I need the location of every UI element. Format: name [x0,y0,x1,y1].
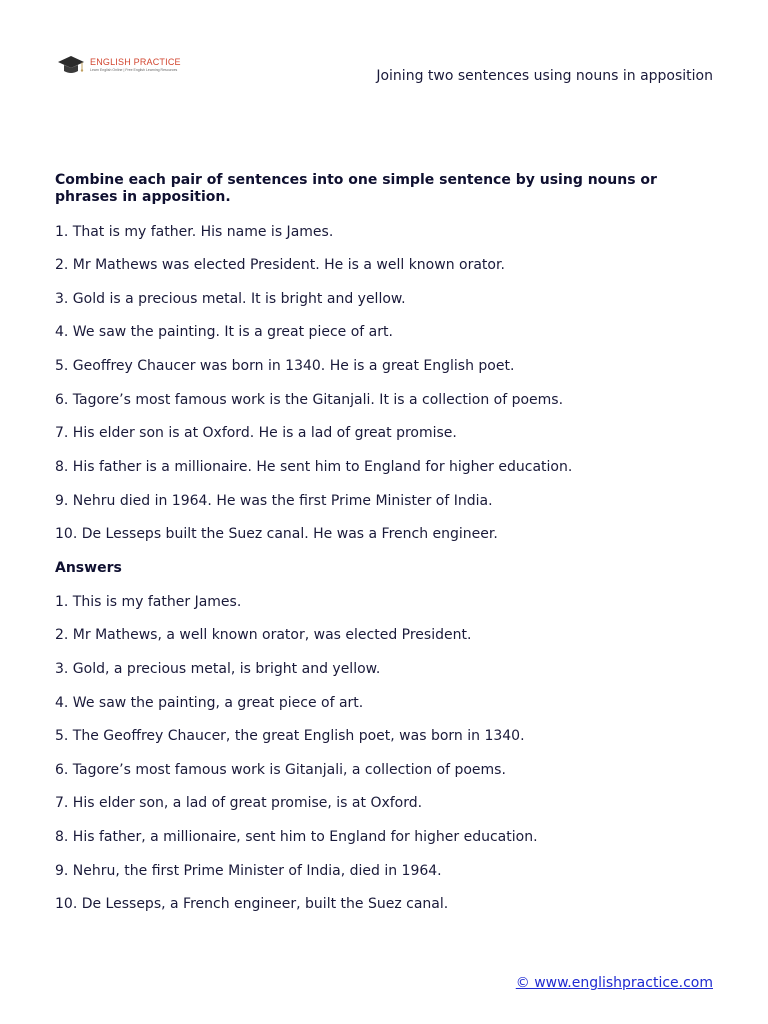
page-header-title: Joining two sentences using nouns in apposition [376,68,713,84]
answer-item: 2. Mr Mathews, a well known orator, was elected President. [55,627,472,643]
question-item: 9. Nehru died in 1964. He was the first Prime Minister of India. [55,493,493,509]
question-item: 2. Mr Mathews was elected President. He is a well known orator. [55,257,505,273]
logo-brand: ENGLISH PRACTICE [90,56,181,67]
question-item: 5. Geoffrey Chaucer was born in 1340. He is a great English poet. [55,358,515,374]
instructions: Combine each pair of sentences into one simple sentence by using nouns or phrases in apposition. [55,172,657,205]
answer-item: 3. Gold, a precious metal, is bright and yellow. [55,661,381,677]
question-item: 7. His elder son is at Oxford. He is a lad of great promise. [55,425,457,441]
question-item: 1. That is my father. His name is James. [55,224,334,240]
question-item: 4. We saw the painting. It is a great piece of art. [55,324,393,340]
question-item: 3. Gold is a precious metal. It is bright and yellow. [55,291,406,307]
question-item: 10. De Lesseps built the Suez canal. He was a French engineer. [55,526,498,542]
answer-item: 7. His elder son, a lad of great promise, is at Oxford. [55,795,423,811]
answer-item: 10. De Lesseps, a French engineer, built the Suez canal. [55,896,449,912]
question-item: 6. Tagore’s most famous work is the Gitanjali. It is a collection of poems. [55,392,564,408]
answer-item: 4. We saw the painting, a great piece of art. [55,695,364,711]
graduation-cap-icon [56,53,86,77]
footer-website-link[interactable]: © www.englishpractice.com [515,975,713,991]
question-item: 8. His father is a millionaire. He sent him to England for higher education. [55,459,573,475]
answer-item: 1. This is my father James. [55,594,242,610]
answer-item: 6. Tagore’s most famous work is Gitanjali, a collection of poems. [55,762,506,778]
answer-item: 8. His father, a millionaire, sent him to England for higher education. [55,829,538,845]
answer-item: 5. The Geoffrey Chaucer, the great English poet, was born in 1340. [55,728,525,744]
answer-item: 9. Nehru, the first Prime Minister of India, died in 1964. [55,863,442,879]
answers-heading: Answers [55,560,122,576]
logo-tagline: Learn English Online | Free English Learning Resources [90,67,178,72]
site-logo [56,52,186,78]
